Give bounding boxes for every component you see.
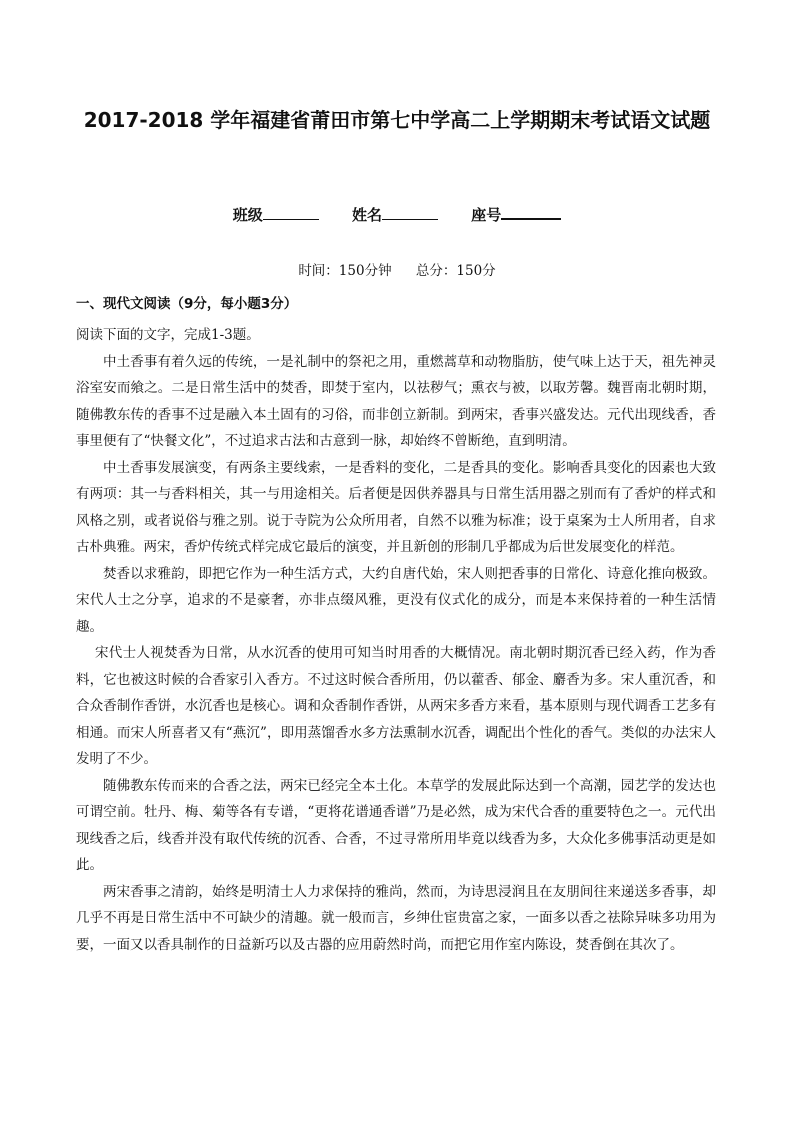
name-field: [352, 204, 438, 225]
student-info-fields: [0, 204, 794, 225]
exam-time-info: [0, 259, 794, 279]
document-title: 2017-2018 学年福建省莆田市第七中学高二上学期期末考试语文试题: [83, 108, 711, 132]
paragraph: 中土香事发展演变，有两条主要线索，一是香料的变化，二是香具的变化。影响香具变化的因素也大致有两项：其一与香料相关，其一与用途相关。后者便是因供养器具与日常生活用器之别而有了香炉的样式和风格之别，或者说俗与雅之别。说于寺院为公众所用者，自然不以雅为标准；设于桌案为士人所用者，自求古朴典雅。两宋，香炉传统式样完成它最后的演变，并且新创的形制几乎都成为后世发展变化的样范。: [76, 459, 716, 555]
seat-blank: [501, 204, 561, 220]
seat-field: [471, 204, 561, 225]
class-field: [233, 204, 319, 225]
exam-duration: 时间：150分钟: [298, 263, 392, 279]
reading-instruction: 阅读下面的文字，完成1-3题。: [76, 327, 260, 343]
name-label: 姓名: [351, 206, 382, 224]
section-heading: 一、现代文阅读（9分，每小题3分）: [76, 296, 298, 312]
paragraph: 中土香事有着久远的传统，一是礼制中的祭祀之用，重燃蒿草和动物脂肪，使气味上达于天，祖先神灵浴室安而飨之。二是日常生活中的焚香，即焚于室内，以祛秽气；熏衣与被，以取芳馨。魏晋南北朝时期，随佛教东传的香事不过是融入本土固有的习俗，而非创立新制。到两宋，香事兴盛发达。元代出现线香，香事里便有了“快餐文化”，不过追求古法和古意到一脉，却始终不曾断绝，直到明清。: [76, 353, 716, 449]
name-blank: [382, 205, 438, 220]
paragraph: 焚香以求雅韵，即把它作为一种生活方式，大约自唐代始，宋人则把香事的日常化、诗意化推向极致。宋代人士之分享，追求的不是豪奢，亦非点缀风雅，更没有仪式化的成分，而是本来保持着的一种生活情趣。: [76, 565, 716, 635]
exam-total-score: 总分：150分: [415, 263, 496, 279]
paragraph: 两宋香事之清韵，始终是明清士人力求保持的雅尚，然而，为诗思浸润且在友朋间往来递送多香事，却几乎不再是日常生活中不可缺少的清趣。就一般而言，乡绅仕宦贵富之家，一面多以香之祛除异味多功用为要，一面又以香具制作的日益新巧以及古器的应用蔚然时尚，而把它用作室内陈设，焚香倒在其次了。: [76, 883, 716, 953]
seat-label: 座号: [471, 206, 502, 224]
class-label: 班级: [232, 206, 263, 224]
reading-passage: [76, 322, 716, 958]
class-blank: [263, 205, 319, 220]
paragraph: 宋代士人视焚香为日常，从水沉香的使用可知当时用香的大概情况。南北朝时期沉香已经入药，作为香料，它也被这时候的合香家引入香方。不过这时候合香所用，仍以藿香、郁金、麝香为多。宋人重沉香，和合众香制作香饼，水沉香也是核心。调和众香制作香饼，从两宋多香方来看，基本原则与现代调香工艺多有相通。而宋人所喜者又有“燕沉”，即用蒸馏香水多方法熏制水沉香，调配出个性化的香气。类似的办法宋人发明了不少。: [76, 645, 716, 767]
paragraph: 随佛教东传而来的合香之法，两宋已经完全本土化。本草学的发展此际达到一个高潮，园艺学的发达也可谓空前。牡丹、梅、菊等各有专谱，“更将花谱通香谱”乃是必然，成为宋代合香的重要特色之一。元代出现线香之后，线香并没有取代传统的沉香、合香，不过寻常所用毕竟以线香为多，大众化多佛事活动更是如此。: [76, 777, 716, 873]
